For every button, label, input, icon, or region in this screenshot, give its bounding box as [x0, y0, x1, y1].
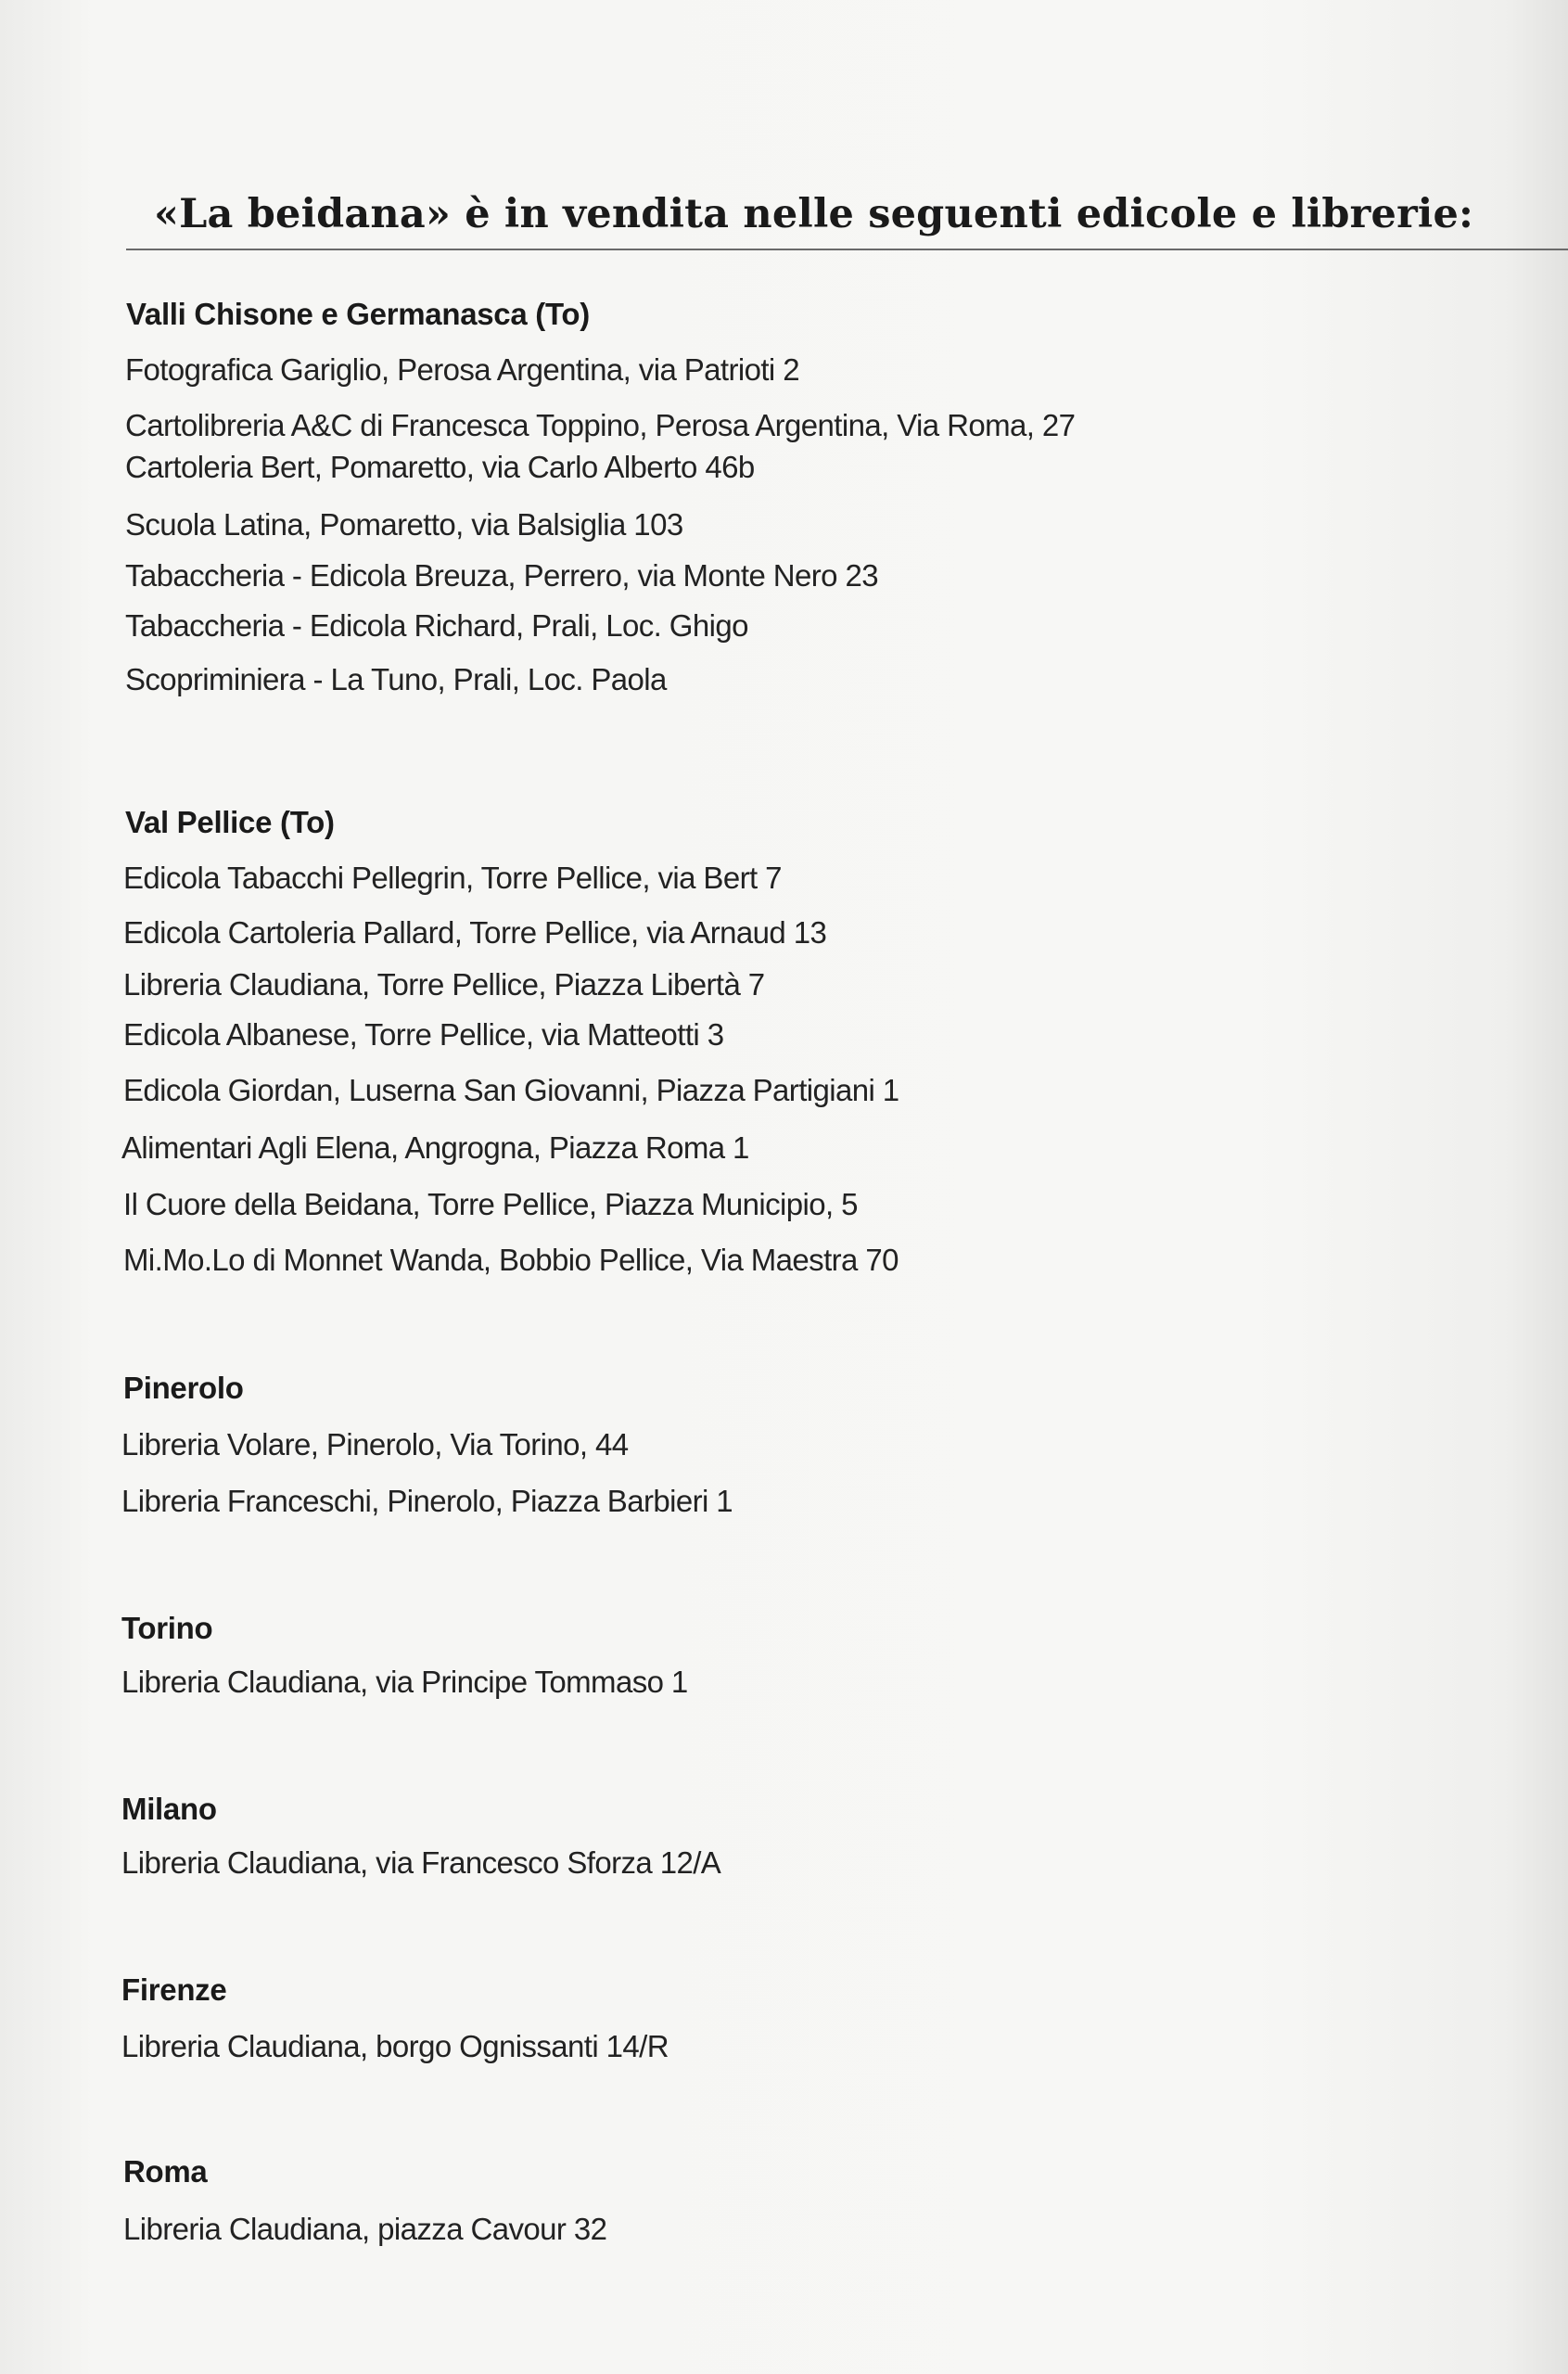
list-item: Cartolibreria A&C di Francesca Toppino, Perosa Argentina, Via Roma, 27 [125, 408, 1076, 442]
list-item: Edicola Cartoleria Pallard, Torre Pellice, via Arnaud 13 [123, 915, 827, 950]
list-item: Fotografica Gariglio, Perosa Argentina, via Patrioti 2 [125, 352, 799, 387]
list-item: Libreria Claudiana, via Francesco Sforza 12/A [121, 1845, 721, 1880]
section-title: Torino [121, 1611, 213, 1645]
list-item: Libreria Claudiana, via Principe Tommaso 1 [121, 1665, 688, 1699]
page-heading: «La beidana» è in vendita nelle seguenti edicole e librerie: [154, 191, 1474, 237]
list-item: Edicola Giordan, Luserna San Giovanni, Piazza Partigiani 1 [123, 1073, 899, 1107]
list-item: Il Cuore della Beidana, Torre Pellice, Piazza Municipio, 5 [123, 1187, 858, 1221]
list-item: Libreria Claudiana, Torre Pellice, Piazza Libertà 7 [123, 967, 765, 1002]
section-title: Firenze [121, 1972, 227, 2007]
section-title: Milano [121, 1792, 217, 1826]
list-item: Libreria Claudiana, borgo Ognissanti 14/R [121, 2029, 669, 2063]
list-item: Libreria Volare, Pinerolo, Via Torino, 44 [121, 1427, 629, 1461]
list-item: Tabaccheria - Edicola Richard, Prali, Loc. Ghigo [125, 608, 748, 643]
list-item: Scopriminiera - La Tuno, Prali, Loc. Paola [125, 662, 667, 696]
section-title: Pinerolo [123, 1371, 244, 1405]
list-item: Scuola Latina, Pomaretto, via Balsiglia 103 [125, 507, 683, 542]
list-item: Mi.Mo.Lo di Monnet Wanda, Bobbio Pellice, Via Maestra 70 [123, 1243, 899, 1277]
section-title: Valli Chisone e Germanasca (To) [126, 297, 590, 331]
list-item: Libreria Claudiana, piazza Cavour 32 [123, 2212, 607, 2246]
heading-divider [126, 249, 1568, 250]
list-item: Tabaccheria - Edicola Breuza, Perrero, via Monte Nero 23 [125, 558, 878, 593]
section-title: Val Pellice (To) [125, 805, 335, 839]
list-item: Cartoleria Bert, Pomaretto, via Carlo Alberto 46b [125, 450, 755, 484]
list-item: Edicola Albanese, Torre Pellice, via Matteotti 3 [123, 1017, 724, 1052]
list-item: Alimentari Agli Elena, Angrogna, Piazza Roma 1 [121, 1130, 749, 1165]
section-title: Roma [123, 2154, 208, 2189]
list-item: Edicola Tabacchi Pellegrin, Torre Pellice, via Bert 7 [123, 861, 782, 895]
list-item: Libreria Franceschi, Pinerolo, Piazza Barbieri 1 [121, 1484, 733, 1518]
